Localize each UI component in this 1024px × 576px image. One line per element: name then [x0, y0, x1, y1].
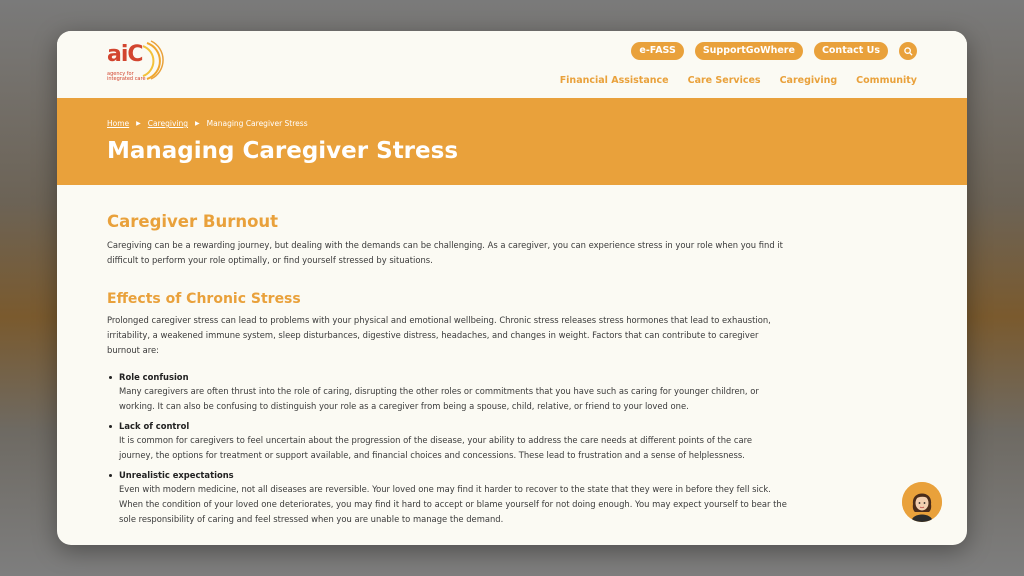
- article-content: [107, 212, 787, 533]
- chatbot-avatar-icon: [902, 482, 942, 522]
- burnout-paragraph: Caregiving can be a rewarding journey, but dealing with the demands can be challenging. As a caregiver, you can experience stress in your role when you find it difficult to perform your role optimally, or find yourself stressed by situations.: [107, 240, 783, 265]
- factor-title: Unrealistic expectations: [119, 470, 234, 480]
- utility-links: [631, 42, 917, 60]
- nav-care-services[interactable]: Care Services: [687, 75, 761, 86]
- search-button[interactable]: [899, 42, 917, 60]
- page-title: Managing Caregiver Stress: [107, 138, 459, 164]
- supportgowhere-button[interactable]: SupportGoWhere: [695, 42, 803, 60]
- factor-text: Many caregivers are often thrust into the role of caring, disrupting the other roles or commitments that you have such as caring for younger children, or working. It can also be confusing to distinguish your role as a caregiver from being a spouse, child, relative, or friend to your loved one.: [119, 386, 759, 411]
- burnout-factors-list: [107, 371, 787, 527]
- heading-caregiver-burnout: Caregiver Burnout: [107, 212, 279, 231]
- contact-us-button[interactable]: Contact Us: [814, 42, 888, 60]
- aic-logo[interactable]: [107, 42, 169, 86]
- breadcrumb: [107, 119, 308, 128]
- heading-effects-chronic-stress: Effects of Chronic Stress: [107, 291, 301, 307]
- efass-button[interactable]: e-FASS: [631, 42, 683, 60]
- logo-tagline: agency for integrated care: [107, 71, 146, 82]
- factor-title: Lack of control: [119, 421, 190, 431]
- browser-page: [57, 31, 967, 545]
- factor-text: Even with modern medicine, not all diseases are reversible. Your loved one may find it harder to recover to the state that they were in before they fell sick. When the condition of your loved one deteriorates, you may find it hard to accept or blame yourself for not doing enough. You may expect yourself to bear the sole responsibility of caring and feel stressed when you are unable to manage the demand.: [119, 484, 787, 524]
- breadcrumb-caregiving[interactable]: Caregiving: [147, 119, 189, 128]
- nav-financial-assistance[interactable]: Financial Assistance: [559, 75, 669, 86]
- site-header: [57, 31, 967, 98]
- logo-mark: aiC: [107, 42, 143, 67]
- breadcrumb-home[interactable]: Home: [107, 119, 130, 128]
- chevron-right-icon: ▶: [195, 120, 200, 127]
- factor-title: Role confusion: [119, 372, 189, 382]
- list-item: [107, 371, 787, 414]
- page-hero-banner: [57, 98, 967, 185]
- factor-text: It is common for caregivers to feel uncertain about the progression of the disease, your ability to address the care needs at different points of the care journey, the options for treatment or support available, and financial choices and concessions. These lead to frustration and a sense of helplessness.: [119, 435, 752, 460]
- search-icon: [904, 47, 913, 56]
- nav-caregiving[interactable]: Caregiving: [779, 75, 838, 86]
- nav-community[interactable]: Community: [856, 75, 917, 86]
- list-item: [107, 420, 787, 463]
- chatbot-avatar-button[interactable]: [902, 482, 942, 522]
- breadcrumb-current: Managing Caregiver Stress: [206, 119, 308, 128]
- chevron-right-icon: ▶: [136, 120, 141, 127]
- main-nav: [560, 75, 917, 86]
- effects-paragraph: Prolonged caregiver stress can lead to problems with your physical and emotional wellbeing. Chronic stress releases stress hormones that lead to exhaustion, irritability, a weakened immune system, sleep disturbances, digestive distress, headaches, and changes in weight. Factors that can contribute to caregiver burnout are:: [107, 315, 771, 355]
- list-item: [107, 469, 787, 527]
